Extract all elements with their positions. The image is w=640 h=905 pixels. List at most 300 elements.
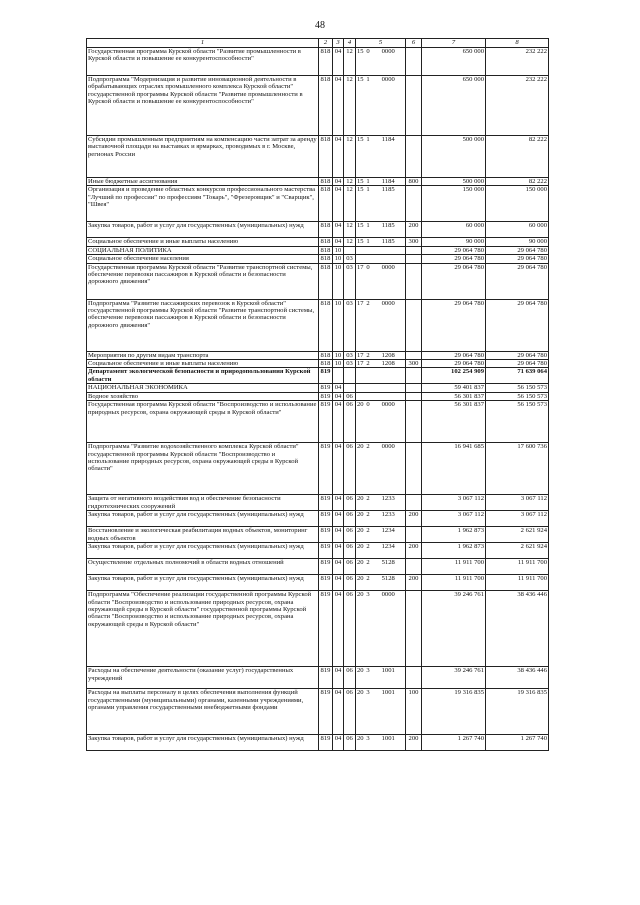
grbs-cell: 818 — [319, 238, 333, 246]
target-article-part: 20 — [357, 401, 364, 409]
amount-year1-cell: 60 000 — [422, 222, 486, 238]
section-cell: 04 — [333, 443, 344, 495]
grbs-cell: 818 — [319, 186, 333, 222]
subsection-cell — [344, 368, 356, 384]
amount-year1-cell: 29 064 780 — [422, 299, 486, 351]
target-article-part: 15 — [357, 136, 364, 143]
grbs-cell: 819 — [319, 543, 333, 559]
subsection-cell — [344, 246, 356, 254]
subsection-cell: 06 — [344, 591, 356, 667]
target-article-cell — [356, 392, 406, 400]
amount-year2-cell: 56 150 573 — [486, 392, 549, 400]
target-article-part: 0000 — [381, 401, 395, 409]
subsection-cell: 06 — [344, 401, 356, 443]
grbs-cell: 819 — [319, 511, 333, 527]
row-name-cell: Государственная программа Курской области "Развитие промышленности в Курской области и повышение ее конкурентоспособности" — [87, 48, 319, 76]
subsection-cell: 06 — [344, 667, 356, 689]
row-name-cell: Подпрограмма "Модернизация и развитие инновационной деятельности в обрабатывающих отраслях промышленного комплекса Курской области" государственной программы Курской области "Развитие промышленности в Курской области и повышение ее конкурентоспособности" — [87, 76, 319, 136]
amount-year1-cell: 16 941 685 — [422, 443, 486, 495]
expense-type-cell — [406, 136, 422, 178]
table-row — [87, 667, 549, 689]
target-article-part: 17 — [357, 263, 364, 271]
target-article-part: 5128 — [381, 559, 395, 567]
row-name-cell: Социальное обеспечение и иные выплаты населению — [87, 360, 319, 368]
row-name-cell: Закупка товаров, работ и услуг для государственных (муниципальных) нужд — [87, 543, 319, 559]
subsection-cell: 06 — [344, 527, 356, 543]
target-article-part: 15 — [357, 48, 364, 55]
target-article-part: 1185 — [381, 238, 395, 246]
table-row — [87, 238, 549, 246]
subsection-cell: 12 — [344, 186, 356, 222]
table-row — [87, 384, 549, 392]
target-article-part: 0000 — [381, 76, 395, 83]
header-cell: 7 — [422, 39, 486, 48]
amount-year2-cell: 19 316 835 — [486, 689, 549, 735]
row-name-cell: Закупка товаров, работ и услуг для государственных (муниципальных) нужд — [87, 575, 319, 591]
row-name-cell: Социальное обеспечение населения — [87, 255, 319, 263]
grbs-cell: 818 — [319, 360, 333, 368]
expense-type-cell: 300 — [406, 360, 422, 368]
target-article-part: 15 — [357, 178, 364, 185]
table-row — [87, 263, 549, 299]
subsection-cell: 12 — [344, 222, 356, 238]
expense-type-cell — [406, 186, 422, 222]
row-name-cell: Закупка товаров, работ и услуг для государственных (муниципальных) нужд — [87, 222, 319, 238]
target-article-cell — [356, 443, 406, 495]
header-cell: 1 — [87, 39, 319, 48]
subsection-cell: 06 — [344, 735, 356, 751]
target-article-part: 0 — [366, 401, 370, 409]
subsection-cell: 12 — [344, 48, 356, 76]
expense-type-cell — [406, 527, 422, 543]
subsection-cell: 06 — [344, 575, 356, 591]
target-article-cell — [356, 384, 406, 392]
grbs-cell: 818 — [319, 255, 333, 263]
grbs-cell: 819 — [319, 735, 333, 751]
target-article-part: 0 — [366, 48, 370, 55]
subsection-cell: 12 — [344, 178, 356, 186]
table-row — [87, 575, 549, 591]
target-article-part: 1001 — [381, 735, 395, 743]
target-article-part: 1184 — [381, 178, 395, 185]
amount-year1-cell: 3 067 112 — [422, 495, 486, 511]
target-article-part: 3 — [366, 689, 370, 697]
expense-type-cell — [406, 351, 422, 359]
subsection-cell: 12 — [344, 238, 356, 246]
target-article-part: 17 — [357, 299, 364, 307]
grbs-cell: 819 — [319, 401, 333, 443]
target-article-cell — [356, 186, 406, 222]
row-name-cell: Государственная программа Курской области "Развитие транспортной системы, обеспечение перевозки пассажиров в Курской области и безопасности дорожного движения" — [87, 263, 319, 299]
expense-type-cell: 200 — [406, 511, 422, 527]
expense-type-cell: 200 — [406, 222, 422, 238]
amount-year1-cell: 59 401 837 — [422, 384, 486, 392]
section-cell: 04 — [333, 238, 344, 246]
amount-year2-cell: 1 267 740 — [486, 735, 549, 751]
section-cell: 04 — [333, 178, 344, 186]
target-article-part: 1208 — [381, 360, 395, 368]
amount-year2-cell: 29 064 780 — [486, 360, 549, 368]
row-name-cell: Закупка товаров, работ и услуг для государственных (муниципальных) нужд — [87, 735, 319, 751]
row-name-cell: Мероприятия по другим видам транспорта — [87, 351, 319, 359]
amount-year1-cell: 150 000 — [422, 186, 486, 222]
subsection-cell: 03 — [344, 351, 356, 359]
target-article-part: 20 — [357, 543, 364, 551]
amount-year2-cell: 150 000 — [486, 186, 549, 222]
target-article-part: 1 — [366, 76, 370, 83]
row-name-cell: Подпрограмма "Развитие пассажирских перевозок в Курской области" государственной программы Курской области "Развитие транспортной системы, обеспечение перевозки пассажиров в Курской области и безопасности дорожного движения" — [87, 299, 319, 351]
grbs-cell: 819 — [319, 667, 333, 689]
amount-year1-cell: 1 962 873 — [422, 543, 486, 559]
table-header-row — [87, 39, 549, 48]
section-cell: 04 — [333, 735, 344, 751]
target-article-part: 2 — [366, 360, 370, 368]
amount-year1-cell: 29 064 780 — [422, 351, 486, 359]
section-cell: 04 — [333, 136, 344, 178]
expense-type-cell — [406, 443, 422, 495]
expense-type-cell: 200 — [406, 575, 422, 591]
target-article-part: 2 — [366, 299, 370, 307]
table-row — [87, 351, 549, 359]
target-article-part: 3 — [366, 735, 370, 743]
grbs-cell: 818 — [319, 48, 333, 76]
target-article-part: 1185 — [381, 222, 395, 230]
section-cell: 10 — [333, 351, 344, 359]
section-cell: 04 — [333, 48, 344, 76]
amount-year1-cell: 29 064 780 — [422, 246, 486, 254]
section-cell: 10 — [333, 263, 344, 299]
grbs-cell: 819 — [319, 495, 333, 511]
target-article-part: 1001 — [381, 689, 395, 697]
target-article-cell — [356, 136, 406, 178]
target-article-part: 3 — [366, 591, 370, 599]
grbs-cell: 819 — [319, 559, 333, 575]
expense-type-cell — [406, 263, 422, 299]
amount-year1-cell: 19 316 835 — [422, 689, 486, 735]
target-article-part: 15 — [357, 186, 364, 194]
grbs-cell: 818 — [319, 178, 333, 186]
target-article-part: 0000 — [381, 591, 395, 599]
target-article-part: 20 — [357, 527, 364, 535]
subsection-cell: 12 — [344, 76, 356, 136]
section-cell: 10 — [333, 255, 344, 263]
expense-type-cell — [406, 384, 422, 392]
expense-type-cell — [406, 559, 422, 575]
section-cell: 04 — [333, 222, 344, 238]
target-article-cell — [356, 527, 406, 543]
grbs-cell: 819 — [319, 591, 333, 667]
expense-type-cell: 200 — [406, 735, 422, 751]
amount-year1-cell: 500 000 — [422, 178, 486, 186]
subsection-cell: 06 — [344, 443, 356, 495]
target-article-part: 5128 — [381, 575, 395, 583]
subsection-cell: 03 — [344, 255, 356, 263]
target-article-part: 0000 — [381, 263, 395, 271]
target-article-part: 1 — [366, 238, 370, 246]
header-cell: 4 — [344, 39, 356, 48]
amount-year2-cell: 29 064 780 — [486, 246, 549, 254]
amount-year1-cell: 102 254 909 — [422, 368, 486, 384]
target-article-cell — [356, 511, 406, 527]
section-cell: 04 — [333, 689, 344, 735]
target-article-cell — [356, 351, 406, 359]
header-cell: 2 — [319, 39, 333, 48]
amount-year2-cell: 56 150 573 — [486, 401, 549, 443]
target-article-cell — [356, 495, 406, 511]
table-row — [87, 689, 549, 735]
amount-year2-cell: 71 639 064 — [486, 368, 549, 384]
target-article-part: 1233 — [381, 495, 395, 503]
expense-type-cell — [406, 401, 422, 443]
target-article-cell — [356, 263, 406, 299]
expense-type-cell — [406, 255, 422, 263]
section-cell: 10 — [333, 246, 344, 254]
amount-year2-cell: 38 436 446 — [486, 591, 549, 667]
target-article-part: 20 — [357, 443, 364, 451]
target-article-part: 20 — [357, 575, 364, 583]
subsection-cell: 03 — [344, 299, 356, 351]
table-row — [87, 591, 549, 667]
table-row — [87, 178, 549, 186]
grbs-cell: 819 — [319, 689, 333, 735]
row-name-cell: Осуществление отдельных полномочий в области водных отношений — [87, 559, 319, 575]
amount-year1-cell: 650 000 — [422, 48, 486, 76]
row-name-cell: Подпрограмма "Развитие водохозяйственного комплекса Курской области" государственной программы Курской области "Воспроизводство и использование природных ресурсов, охрана окружающей среды в Курской области" — [87, 443, 319, 495]
amount-year2-cell: 29 064 780 — [486, 351, 549, 359]
target-article-part: 20 — [357, 689, 364, 697]
section-cell: 04 — [333, 401, 344, 443]
table-row — [87, 48, 549, 76]
grbs-cell: 818 — [319, 351, 333, 359]
grbs-cell: 819 — [319, 575, 333, 591]
page-number: 48 — [315, 20, 325, 31]
row-name-cell: Водное хозяйство — [87, 392, 319, 400]
target-article-part: 17 — [357, 360, 364, 368]
expense-type-cell — [406, 368, 422, 384]
amount-year2-cell: 17 600 736 — [486, 443, 549, 495]
amount-year2-cell: 29 064 780 — [486, 255, 549, 263]
target-article-part: 0000 — [381, 48, 395, 55]
section-cell: 04 — [333, 527, 344, 543]
amount-year1-cell: 56 301 837 — [422, 401, 486, 443]
row-name-cell: Государственная программа Курской области "Воспроизводство и использование природных ресурсов, охрана окружающей среды в Курской области" — [87, 401, 319, 443]
amount-year2-cell: 56 150 573 — [486, 384, 549, 392]
target-article-part: 2 — [366, 575, 370, 583]
expense-type-cell — [406, 299, 422, 351]
amount-year2-cell: 232 222 — [486, 76, 549, 136]
amount-year1-cell: 29 064 780 — [422, 360, 486, 368]
expense-type-cell — [406, 246, 422, 254]
amount-year2-cell: 11 911 700 — [486, 575, 549, 591]
header-cell: 3 — [333, 39, 344, 48]
expense-type-cell: 100 — [406, 689, 422, 735]
row-name-cell: Восстановление и экологическая реабилитация водных объектов, мониторинг водных объектов — [87, 527, 319, 543]
table-row — [87, 76, 549, 136]
grbs-cell: 818 — [319, 299, 333, 351]
section-cell: 04 — [333, 76, 344, 136]
row-name-cell: Расходы на выплаты персоналу в целях обеспечения выполнения функций государственными (муниципальными) органами, казенными учреждениями, органами управления государственными внебюджетными фондами — [87, 689, 319, 735]
target-article-part: 1184 — [381, 136, 395, 143]
subsection-cell: 06 — [344, 392, 356, 400]
amount-year1-cell: 1 267 740 — [422, 735, 486, 751]
expense-type-cell — [406, 48, 422, 76]
section-cell: 04 — [333, 559, 344, 575]
table-row — [87, 246, 549, 254]
grbs-cell: 818 — [319, 263, 333, 299]
target-article-part: 20 — [357, 511, 364, 519]
amount-year1-cell: 11 911 700 — [422, 559, 486, 575]
row-name-cell: Организация и проведение областных конкурсов профессионального мастерства "Лучший по профессии" по профессиям "Токарь", "Фрезеровщик" и "Сварщик", "Швея" — [87, 186, 319, 222]
table-row — [87, 360, 549, 368]
target-article-part: 2 — [366, 527, 370, 535]
table-row — [87, 186, 549, 222]
amount-year1-cell: 500 000 — [422, 136, 486, 178]
target-article-part: 2 — [366, 543, 370, 551]
table-row — [87, 222, 549, 238]
target-article-part: 1 — [366, 186, 370, 194]
row-name-cell: Расходы на обеспечение деятельности (оказание услуг) государственных учреждений — [87, 667, 319, 689]
amount-year2-cell: 2 621 924 — [486, 543, 549, 559]
target-article-part: 1 — [366, 136, 370, 143]
section-cell: 04 — [333, 543, 344, 559]
amount-year2-cell: 82 222 — [486, 178, 549, 186]
grbs-cell: 819 — [319, 392, 333, 400]
target-article-part: 1233 — [381, 511, 395, 519]
target-article-part: 20 — [357, 667, 364, 675]
amount-year2-cell: 29 064 780 — [486, 263, 549, 299]
target-article-part: 1234 — [381, 543, 395, 551]
target-article-part: 0000 — [381, 299, 395, 307]
target-article-part: 1185 — [381, 186, 395, 194]
table-row — [87, 735, 549, 751]
section-cell: 04 — [333, 384, 344, 392]
row-name-cell: Подпрограмма "Обеспечение реализации государственной программы Курской области "Воспроизводство и использование природных ресурсов, охрана окружающей среды в Курской области" государственной программы Курской области "Воспроизводство и использование природных ресурсов, охрана окружающей среды в Курской области" — [87, 591, 319, 667]
amount-year1-cell: 29 064 780 — [422, 255, 486, 263]
subsection-cell: 03 — [344, 263, 356, 299]
target-article-part: 0000 — [381, 443, 395, 451]
target-article-cell — [356, 299, 406, 351]
target-article-cell — [356, 689, 406, 735]
target-article-part: 17 — [357, 351, 364, 359]
target-article-cell — [356, 178, 406, 186]
table-row — [87, 495, 549, 511]
row-name-cell: Закупка товаров, работ и услуг для государственных (муниципальных) нужд — [87, 511, 319, 527]
target-article-cell — [356, 48, 406, 76]
subsection-cell: 06 — [344, 543, 356, 559]
section-cell: 04 — [333, 575, 344, 591]
expense-type-cell: 200 — [406, 543, 422, 559]
subsection-cell: 06 — [344, 559, 356, 575]
amount-year1-cell: 11 911 700 — [422, 575, 486, 591]
amount-year2-cell: 60 000 — [486, 222, 549, 238]
row-name-cell: Защита от негативного воздействия вод и обеспечение безопасности гидротехнических сооружений — [87, 495, 319, 511]
target-article-part: 15 — [357, 222, 364, 230]
target-article-part: 2 — [366, 443, 370, 451]
target-article-cell — [356, 543, 406, 559]
target-article-cell — [356, 591, 406, 667]
section-cell: 04 — [333, 667, 344, 689]
expense-type-cell — [406, 495, 422, 511]
target-article-part: 1234 — [381, 527, 395, 535]
target-article-part: 20 — [357, 559, 364, 567]
target-article-part: 1 — [366, 178, 370, 185]
grbs-cell: 819 — [319, 368, 333, 384]
target-article-part: 2 — [366, 511, 370, 519]
table-row — [87, 136, 549, 178]
subsection-cell: 06 — [344, 495, 356, 511]
subsection-cell — [344, 384, 356, 392]
grbs-cell: 819 — [319, 443, 333, 495]
target-article-part: 0 — [366, 263, 370, 271]
section-cell: 10 — [333, 360, 344, 368]
amount-year2-cell: 29 064 780 — [486, 299, 549, 351]
subsection-cell: 06 — [344, 689, 356, 735]
amount-year1-cell: 1 962 873 — [422, 527, 486, 543]
section-cell: 04 — [333, 511, 344, 527]
table-row — [87, 511, 549, 527]
target-article-part: 1208 — [381, 351, 395, 359]
expense-type-cell — [406, 591, 422, 667]
target-article-cell — [356, 222, 406, 238]
table-row — [87, 543, 549, 559]
header-cell: 8 — [486, 39, 549, 48]
amount-year1-cell: 90 000 — [422, 238, 486, 246]
amount-year2-cell: 82 222 — [486, 136, 549, 178]
target-article-part: 20 — [357, 591, 364, 599]
header-cell: 6 — [406, 39, 422, 48]
amount-year1-cell: 3 067 112 — [422, 511, 486, 527]
subsection-cell: 03 — [344, 360, 356, 368]
section-cell: 04 — [333, 186, 344, 222]
expense-type-cell — [406, 76, 422, 136]
expense-type-cell: 300 — [406, 238, 422, 246]
amount-year2-cell: 90 000 — [486, 238, 549, 246]
target-article-part: 15 — [357, 238, 364, 246]
amount-year1-cell: 29 064 780 — [422, 263, 486, 299]
grbs-cell: 818 — [319, 136, 333, 178]
target-article-cell — [356, 76, 406, 136]
target-article-part: 2 — [366, 351, 370, 359]
target-article-cell — [356, 401, 406, 443]
amount-year1-cell: 39 246 761 — [422, 591, 486, 667]
table-row — [87, 299, 549, 351]
target-article-cell — [356, 667, 406, 689]
target-article-cell — [356, 255, 406, 263]
row-name-cell: Социальное обеспечение и иные выплаты населению — [87, 238, 319, 246]
target-article-part: 20 — [357, 735, 364, 743]
table-row — [87, 443, 549, 495]
table-row — [87, 392, 549, 400]
amount-year1-cell: 39 246 761 — [422, 667, 486, 689]
target-article-part: 1 — [366, 222, 370, 230]
target-article-part: 3 — [366, 667, 370, 675]
row-name-cell: Иные бюджетные ассигнования — [87, 178, 319, 186]
grbs-cell: 819 — [319, 527, 333, 543]
target-article-cell — [356, 735, 406, 751]
expense-type-cell — [406, 667, 422, 689]
target-article-cell — [356, 575, 406, 591]
amount-year1-cell: 650 000 — [422, 76, 486, 136]
header-cell: 5 — [356, 39, 406, 48]
amount-year2-cell: 2 621 924 — [486, 527, 549, 543]
target-article-cell — [356, 368, 406, 384]
row-name-cell: СОЦИАЛЬНАЯ ПОЛИТИКА — [87, 246, 319, 254]
section-cell: 04 — [333, 495, 344, 511]
target-article-cell — [356, 559, 406, 575]
target-article-part: 2 — [366, 559, 370, 567]
target-article-part: 1001 — [381, 667, 395, 675]
target-article-cell — [356, 238, 406, 246]
